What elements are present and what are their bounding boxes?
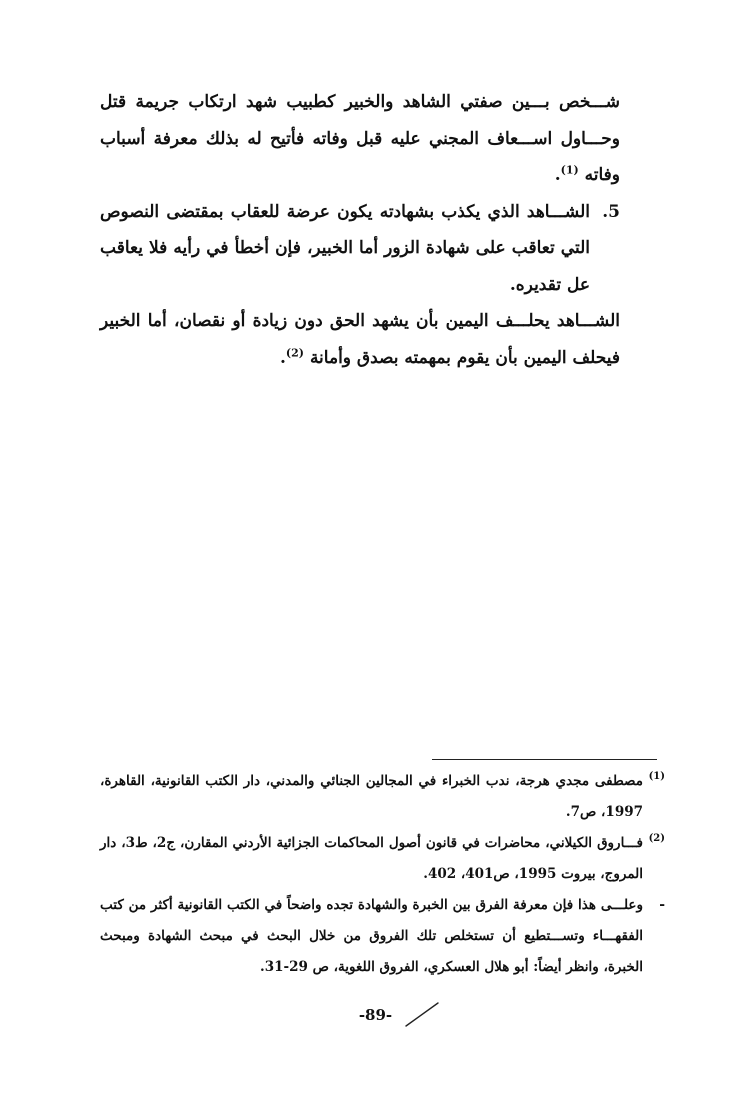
footnote-dash: - xyxy=(659,897,665,913)
continuation-text: شـــخص بـــين صفتي الشاهد والخبير كطبيب شهد ارتكاب جريمة قتل وحـــاول اســـعاف المجني عليه قبل وفاته فأتيح له بذلك معرفة أسباب وفاته xyxy=(100,92,620,185)
final-paragraph xyxy=(100,303,620,376)
footnote-text: وعلـــى هذا فإن معرفة الفرق بين الخبرة والشهادة تجده واضحاً في الكتب القانونية أكثر من كتب الفقهـــاء وتســـتطيع أن تستخلص تلك الفروق من خلال البحث في مبحث الشهادة ومبحث الخبرة، وانظر أيضاً: أبو هلال العسكري، الفروق اللغوية، ص 29-31. xyxy=(100,897,643,975)
list-number: 5. xyxy=(602,201,620,222)
continuation-paragraph xyxy=(100,84,620,194)
footnote-mark: (1) xyxy=(648,771,665,782)
final-paragraph-text: الشـــاهد يحلـــف اليمين بأن يشهد الحق دون زيادة أو نقصان، أما الخبير فيحلف اليمين بأن يقوم بمهمته بصدق وأمانة xyxy=(100,311,620,368)
pen-mark-icon xyxy=(402,1000,442,1030)
list-item-5 xyxy=(100,194,620,304)
footnote-ref-2: (2) xyxy=(285,345,305,359)
footnote-ref-1: (1) xyxy=(560,163,579,177)
footnote-mark: (2) xyxy=(648,833,665,844)
footnote-note xyxy=(100,890,665,983)
period: . xyxy=(280,347,286,368)
list-item-text: الشـــاهد الذي يكذب بشهادته يكون عرضة للعقاب بمقتضى النصوص التي تعاقب على شهادة الزور أما الخبير، فإن أخطأ في رأيه فلا يعاقب عل تقديره. xyxy=(100,201,590,295)
footnote-separator xyxy=(432,759,657,760)
footnote-1 xyxy=(100,766,665,828)
footnote-text: فـــاروق الكيلاني، محاضرات في قانون أصول المحاكمات الجزائية الأردني المقارن، ج2، ط3، دار المروج، بيروت 1995، ص401، 402. xyxy=(100,835,644,882)
main-text xyxy=(100,84,620,376)
footnote-2 xyxy=(100,828,665,890)
footnote-text: مصطفى مجدي هرجة، ندب الخبراء في المجالين الجنائي والمدني، دار الكتب القانونية، القاهرة، 1997، ص7. xyxy=(100,773,643,820)
period: . xyxy=(554,165,561,185)
footnotes xyxy=(100,766,665,983)
page-number: -89- xyxy=(358,1006,393,1024)
